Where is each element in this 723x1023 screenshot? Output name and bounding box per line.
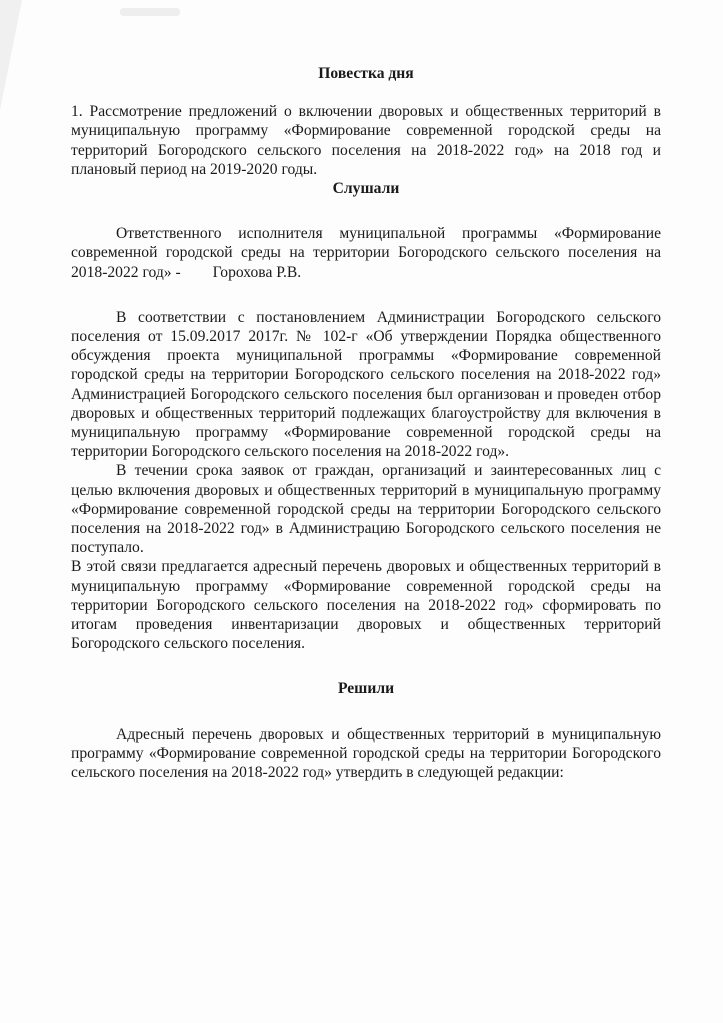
speaker-paragraph [71,224,661,282]
heard-paragraph-1: В соответствии с постановлением Администрации Богородского сельского поселения от 15.09.2017 2017г. № 102-г «Об утверждении Порядка общественного обсуждения проекта муниципальной программы «Формирование современной городской среды на территории Богородского сельского поселения на 2018-2022 год» Администрацией Богородского сельского поселения был организован и проведен отбор дворовых и общественных территорий подлежащих благоустройству для включения в муниципальную программу «Формирование современной городской среды на территории Богородского сельского поселения на 2018-2022 год». [71,308,661,461]
heard-paragraph-3: В этой связи предлагается адресный перечень дворовых и общественных территорий в муниципальную программу «Формирование современной городской среды на территории Богородского сельского поселения на 2018-2022 год» сформировать по итогам проведения инвентаризации дворовых и общественных территорий Богородского сельского поселения. [71,558,661,653]
heard-paragraph-2: В течении срока заявок от граждан, организаций и заинтересованных лиц с целью включения дворовых и общественных территорий в муниципальную программу «Формирование современной городской среды на территории Богородского сельского поселения на 2018-2022 год» в Администрацию Богородского сельского поселения не поступало. [71,462,661,557]
agenda-item-1: 1. Рассмотрение предложений о включении дворовых и общественных территорий в муниципальную программу «Формирование современной городской среды на территорий Богородского сельского поселения на 2018-2022 год» на 2018 год и плановый период на 2019-2020 годы. [71,103,661,178]
speaker-intro: Ответственного исполнителя муниципальной программы «Формирование современной городской среды на территории Богородского сельского поселения на 2018-2022 год» - [71,225,661,281]
document-body [71,64,661,782]
decided-paragraph: Адресный перечень дворовых и общественных территорий в муниципальную программу «Формирование современной городской среды на территории Богородского сельского поселения на 2018-2022 год» утвердить в следующей редакции: [71,725,661,782]
speaker-name: Горохова Р.В. [212,263,302,281]
agenda-heading: Повестка дня [318,65,414,82]
scan-shadow [0,0,22,110]
heard-heading: Слушали [332,180,400,198]
scan-smudge [120,8,180,16]
decided-heading: Решили [337,680,395,698]
